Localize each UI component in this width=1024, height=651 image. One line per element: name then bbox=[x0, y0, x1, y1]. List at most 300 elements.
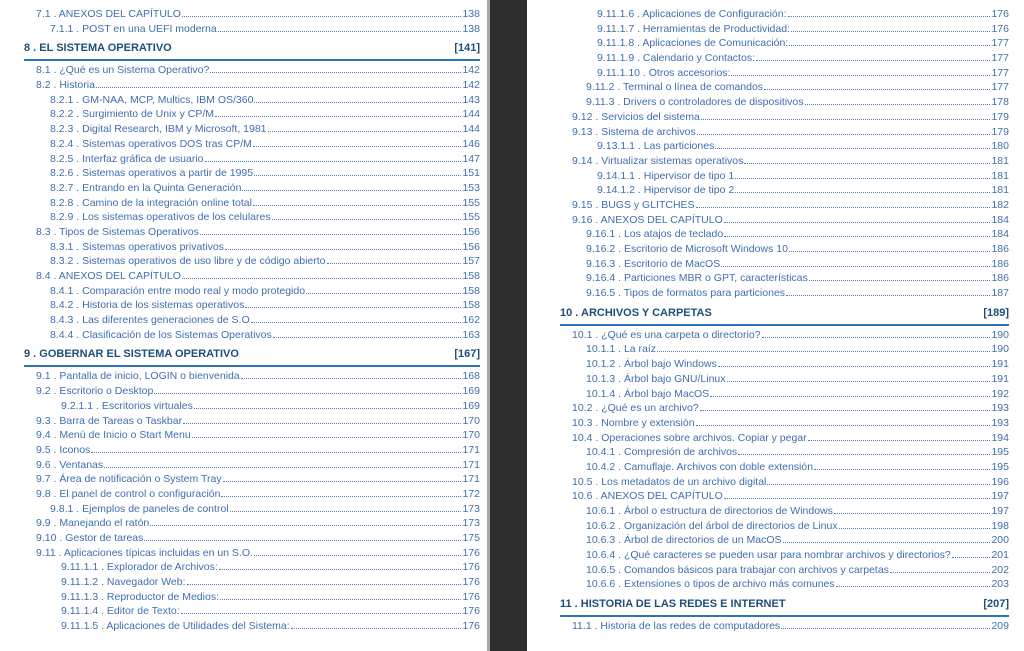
dot-leader bbox=[756, 60, 990, 61]
dot-leader bbox=[744, 163, 990, 164]
dot-leader bbox=[762, 337, 991, 338]
dot-leader bbox=[268, 131, 462, 132]
dot-leader bbox=[219, 569, 462, 570]
toc-entry-label: 9.11.1.1 . Explorador de Archivos: bbox=[61, 561, 218, 574]
toc-entry-page-number: 209 bbox=[991, 620, 1009, 633]
toc-entry-label: 9.11.3 . Drivers o controladores de dispositivos bbox=[586, 96, 804, 109]
toc-entry-label: 9.11.1.2 . Navegador Web: bbox=[61, 576, 186, 589]
toc-chapter-heading[interactable] bbox=[24, 348, 480, 367]
toc-entry-page-number: 173 bbox=[462, 502, 480, 515]
toc-entry-page-number: 168 bbox=[462, 370, 480, 383]
dot-leader bbox=[767, 484, 990, 485]
toc-entry-label: 8.4.2 . Historia de los sistemas operativos bbox=[50, 299, 245, 312]
dot-leader bbox=[253, 205, 462, 206]
toc-entry[interactable] bbox=[24, 314, 480, 329]
dot-leader bbox=[181, 613, 462, 614]
dot-leader bbox=[230, 511, 462, 512]
dot-leader bbox=[700, 410, 991, 411]
toc-entry[interactable] bbox=[560, 243, 1009, 258]
toc-entry[interactable] bbox=[560, 140, 1009, 155]
toc-entry-label: 9.4 . Menú de Inicio o Start Menu bbox=[36, 429, 191, 442]
toc-entry[interactable] bbox=[560, 126, 1009, 141]
dot-leader bbox=[242, 190, 461, 191]
toc-entry-label: 8.2.1 . GM-NAA, MCP, Multics, IBM OS/360 bbox=[50, 93, 254, 106]
toc-entry-page-number: 186 bbox=[991, 243, 1009, 255]
toc-entry[interactable] bbox=[560, 214, 1009, 229]
toc-entry-label: 9.10 . Gestor de tareas bbox=[36, 532, 144, 544]
toc-entry-label: 10.2 . ¿Qué es un archivo? bbox=[572, 402, 699, 415]
chapter-title: 9 . GOBERNAR EL SISTEMA OPERATIVO bbox=[24, 348, 239, 361]
dot-leader bbox=[251, 322, 462, 323]
toc-entry-page-number: 176 bbox=[462, 561, 480, 574]
toc-entry-page-number: 172 bbox=[462, 487, 480, 500]
toc-entry[interactable] bbox=[24, 385, 480, 400]
toc-entry-page-number: 138 bbox=[462, 8, 480, 20]
dot-leader bbox=[809, 280, 991, 281]
toc-entry-page-number: 170 bbox=[462, 414, 480, 427]
toc-entry[interactable] bbox=[560, 402, 1009, 417]
dot-leader bbox=[721, 266, 990, 267]
dot-leader bbox=[210, 72, 461, 73]
toc-entry[interactable] bbox=[24, 605, 480, 620]
toc-entry-label: 10.6.1 . Árbol o estructura de directorios de Windows bbox=[586, 505, 833, 517]
toc-entry[interactable] bbox=[560, 505, 1009, 520]
dot-leader bbox=[273, 337, 462, 338]
toc-entry-label: 9.8.1 . Ejemplos de paneles de control bbox=[50, 502, 229, 515]
dot-leader bbox=[791, 31, 990, 32]
toc-entry-page-number: 169 bbox=[462, 399, 480, 412]
toc-entry-page-number: 181 bbox=[991, 184, 1009, 197]
toc-entry[interactable] bbox=[24, 400, 480, 415]
toc-entry-page-number: 177 bbox=[991, 37, 1009, 50]
toc-entry[interactable] bbox=[560, 329, 1009, 344]
toc-entry-label: 9.13 . Sistema de archivos bbox=[572, 125, 696, 138]
toc-entry-label: 9.2 . Escritorio o Desktop bbox=[36, 385, 154, 398]
toc-entry[interactable] bbox=[560, 258, 1009, 273]
toc-entry[interactable] bbox=[24, 473, 480, 488]
toc-entry-label: 9.11 . Aplicaciones típicas incluidas en un S.O. bbox=[36, 546, 253, 559]
toc-entry-page-number: 178 bbox=[991, 96, 1009, 109]
dot-leader bbox=[220, 599, 461, 600]
toc-entry-label: 10.6.2 . Organización del árbol de directorios de Linux bbox=[586, 519, 838, 532]
chapter-page-ref: [141] bbox=[454, 42, 480, 55]
dot-leader bbox=[783, 542, 991, 543]
toc-entry-label: 9.11.1.3 . Reproductor de Medios: bbox=[61, 590, 219, 603]
toc-entry[interactable] bbox=[560, 373, 1009, 388]
toc-entry-page-number: 176 bbox=[991, 22, 1009, 35]
toc-entry-label: 9.5 . Iconos bbox=[36, 443, 91, 456]
dot-leader bbox=[223, 481, 462, 482]
dot-leader bbox=[218, 31, 462, 32]
toc-entry-label: 8.2.7 . Entrando en la Quinta Generación bbox=[50, 181, 242, 194]
toc-entry-page-number: 197 bbox=[991, 490, 1009, 503]
dot-leader bbox=[781, 628, 990, 629]
toc-entry-page-number: 171 bbox=[462, 473, 480, 486]
chapter-page-ref: [189] bbox=[983, 306, 1009, 319]
toc-entry[interactable] bbox=[24, 429, 480, 444]
dot-leader bbox=[724, 498, 991, 499]
toc-entry-label: 9.16.1 . Los atajos de teclado bbox=[586, 228, 724, 241]
toc-entry[interactable] bbox=[24, 620, 480, 635]
toc-entry[interactable] bbox=[560, 578, 1009, 593]
toc-entry-page-number: 153 bbox=[462, 181, 480, 194]
toc-entry[interactable] bbox=[560, 287, 1009, 302]
dot-leader bbox=[836, 586, 991, 587]
toc-entry[interactable] bbox=[24, 94, 480, 109]
dot-leader bbox=[272, 219, 462, 220]
toc-entry-page-number: 142 bbox=[462, 79, 480, 92]
toc-entry-page-number: 147 bbox=[462, 152, 480, 165]
toc-entry-page-number: 195 bbox=[991, 446, 1009, 459]
toc-entry-page-number: 181 bbox=[991, 154, 1009, 167]
toc-entry[interactable] bbox=[560, 417, 1009, 432]
toc-entry-label: 9.11.1.10 . Otros accesorios: bbox=[597, 66, 731, 79]
toc-entry-page-number: 158 bbox=[462, 270, 480, 282]
toc-entry-label: 10.6.6 . Extensiones o tipos de archivo más comunes bbox=[586, 578, 835, 591]
toc-entry[interactable] bbox=[560, 534, 1009, 549]
toc-entry[interactable] bbox=[560, 8, 1009, 23]
toc-entry[interactable] bbox=[24, 123, 480, 138]
toc-entry[interactable] bbox=[24, 197, 480, 212]
toc-entry-label: 10.4 . Operaciones sobre archivos. Copiar y pegar bbox=[572, 431, 807, 444]
dot-leader bbox=[194, 408, 462, 409]
dot-leader bbox=[805, 104, 991, 105]
toc-entry[interactable] bbox=[24, 8, 480, 23]
toc-entry-page-number: 144 bbox=[462, 108, 480, 121]
dot-leader bbox=[96, 87, 462, 88]
toc-entry-page-number: 163 bbox=[462, 328, 480, 341]
toc-entry[interactable] bbox=[24, 241, 480, 256]
dot-leader bbox=[154, 393, 461, 394]
toc-entry[interactable] bbox=[24, 138, 480, 153]
toc-entry-label: 10.6.5 . Comandos básicos para trabajar con archivos y carpetas bbox=[586, 563, 889, 576]
toc-entry-label: 8.2.9 . Los sistemas operativos de los celulares bbox=[50, 211, 271, 224]
dot-leader bbox=[182, 16, 462, 17]
toc-entry[interactable] bbox=[560, 96, 1009, 111]
toc-entry[interactable] bbox=[560, 476, 1009, 491]
toc-entry-page-number: 201 bbox=[991, 549, 1009, 562]
dot-leader bbox=[187, 584, 462, 585]
toc-entry-page-number: 187 bbox=[991, 287, 1009, 300]
dot-leader bbox=[952, 557, 991, 558]
toc-entry[interactable] bbox=[560, 520, 1009, 535]
toc-entry[interactable] bbox=[24, 299, 480, 314]
toc-entry-label: 8.3 . Tipos de Sistemas Operativos bbox=[36, 225, 199, 238]
toc-entry-page-number: 143 bbox=[462, 93, 480, 106]
toc-entry[interactable] bbox=[24, 576, 480, 591]
toc-entry-page-number: 170 bbox=[462, 429, 480, 442]
toc-entry-page-number: 184 bbox=[991, 228, 1009, 241]
toc-entry[interactable] bbox=[24, 444, 480, 459]
dot-leader bbox=[245, 307, 461, 308]
toc-entry-page-number: 146 bbox=[462, 137, 480, 150]
toc-entry[interactable] bbox=[560, 620, 1009, 635]
toc-entry[interactable] bbox=[24, 285, 480, 300]
dot-leader bbox=[200, 234, 462, 235]
dot-leader bbox=[254, 102, 461, 103]
dot-leader bbox=[254, 175, 461, 176]
toc-entry-label: 9.14.1.1 . Hipervisor de tipo 1 bbox=[597, 169, 735, 182]
dot-leader bbox=[724, 236, 990, 237]
toc-entry-label: 9.11.1.8 . Aplicaciones de Comunicación: bbox=[597, 37, 789, 50]
toc-entry[interactable] bbox=[560, 490, 1009, 505]
toc-entry-label: 8.3.2 . Sistemas operativos de uso libre y de código abierto bbox=[50, 255, 326, 268]
dot-leader bbox=[735, 192, 990, 193]
toc-entry-label: 8.4.4 . Clasificación de los Sistemas Operativos bbox=[50, 328, 272, 341]
toc-entry-page-number: 190 bbox=[991, 328, 1009, 341]
toc-entry-page-number: 176 bbox=[462, 576, 480, 589]
toc-entry-label: 10.1.3 . Árbol bajo GNU/Linux bbox=[586, 372, 726, 385]
toc-entry-page-number: 182 bbox=[991, 198, 1009, 211]
dot-leader bbox=[192, 437, 462, 438]
chapter-page-ref: [167] bbox=[454, 348, 480, 361]
toc-entry[interactable] bbox=[560, 199, 1009, 214]
dot-leader bbox=[727, 381, 991, 382]
toc-entry[interactable] bbox=[24, 532, 480, 547]
toc-entry-label: 8.2.5 . Interfaz gráfica de usuario bbox=[50, 152, 204, 165]
page-gap bbox=[490, 0, 527, 651]
dot-leader bbox=[306, 293, 461, 294]
toc-entry[interactable] bbox=[560, 23, 1009, 38]
dot-leader bbox=[786, 295, 990, 296]
toc-entry[interactable] bbox=[24, 226, 480, 241]
toc-entry-page-number: 158 bbox=[462, 299, 480, 312]
toc-entry-page-number: 176 bbox=[462, 590, 480, 603]
toc-entry[interactable] bbox=[560, 564, 1009, 579]
toc-entry-page-number: 171 bbox=[462, 443, 480, 456]
toc-entry-page-number: 158 bbox=[462, 284, 480, 297]
toc-entry-label: 9.11.1.7 . Herramientas de Productividad: bbox=[597, 22, 790, 35]
toc-chapter-heading[interactable] bbox=[24, 42, 480, 61]
toc-page-right bbox=[527, 0, 1024, 651]
toc-entry-page-number: 181 bbox=[991, 169, 1009, 182]
chapter-page-ref: [207] bbox=[983, 598, 1009, 611]
toc-entry[interactable] bbox=[24, 329, 480, 344]
toc-entry-page-number: 162 bbox=[462, 314, 480, 327]
chapter-title: 8 . EL SISTEMA OPERATIVO bbox=[24, 42, 172, 55]
toc-entry-page-number: 177 bbox=[991, 81, 1009, 94]
toc-entry-page-number: 186 bbox=[991, 272, 1009, 285]
toc-entry[interactable] bbox=[24, 211, 480, 226]
toc-entry[interactable] bbox=[24, 270, 480, 285]
toc-entry-page-number: 194 bbox=[991, 431, 1009, 444]
toc-entry-label: 8.4.1 . Comparación entre modo real y modo protegido bbox=[50, 284, 306, 297]
dot-leader bbox=[718, 366, 991, 367]
toc-entry-label: 10.5 . Los metadatos de un archivo digital bbox=[572, 475, 767, 488]
toc-entry[interactable] bbox=[24, 64, 480, 79]
toc-entry-page-number: 200 bbox=[991, 534, 1009, 547]
chapter-title: 10 . ARCHIVOS Y CARPETAS bbox=[560, 306, 712, 319]
toc-entry-label: 9.2.1.1 . Escritorios virtuales bbox=[61, 399, 193, 412]
toc-entry-page-number: 196 bbox=[991, 475, 1009, 488]
toc-entry-label: 9.1 . Pantalla de inicio, LOGIN o bienvenida bbox=[36, 370, 240, 383]
toc-entry-page-number: 156 bbox=[462, 225, 480, 238]
toc-entry-page-number: 191 bbox=[991, 358, 1009, 371]
toc-entry-page-number: 198 bbox=[991, 519, 1009, 532]
toc-entry[interactable] bbox=[560, 446, 1009, 461]
toc-entry-page-number: 151 bbox=[462, 167, 480, 180]
toc-entry-page-number: 192 bbox=[991, 387, 1009, 400]
toc-entry[interactable] bbox=[24, 167, 480, 182]
toc-entry-page-number: 176 bbox=[462, 605, 480, 618]
toc-entry[interactable] bbox=[560, 52, 1009, 67]
toc-entry-page-number: 203 bbox=[991, 578, 1009, 591]
toc-entry-label: 9.14 . Virtualizar sistemas operativos bbox=[572, 154, 744, 167]
dot-leader bbox=[715, 148, 990, 149]
toc-entry[interactable] bbox=[24, 255, 480, 270]
dot-leader bbox=[91, 452, 461, 453]
dot-leader bbox=[225, 249, 462, 250]
toc-entry-page-number: 173 bbox=[462, 517, 480, 530]
toc-entry-label: 9.16.4 . Particiones MBR o GPT, características bbox=[586, 272, 808, 285]
toc-entry-label: 9.11.2 . Terminal o línea de comandos bbox=[586, 81, 764, 94]
toc-entry-page-number: 177 bbox=[991, 52, 1009, 65]
toc-entry[interactable] bbox=[24, 547, 480, 562]
dot-leader bbox=[221, 496, 461, 497]
toc-entry[interactable] bbox=[560, 67, 1009, 82]
toc-entry[interactable] bbox=[560, 549, 1009, 564]
toc-entry-page-number: 156 bbox=[462, 240, 480, 253]
toc-entry-label: 9.16 . ANEXOS DEL CAPÍTULO bbox=[572, 213, 723, 226]
toc-entry-page-number: 155 bbox=[462, 196, 480, 209]
toc-entry-label: 10.6.4 . ¿Qué caracteres se pueden usar para nombrar archivos y directorios? bbox=[586, 549, 951, 562]
toc-entry-page-number: 179 bbox=[991, 110, 1009, 123]
toc-entry[interactable] bbox=[560, 37, 1009, 52]
toc-entry[interactable] bbox=[24, 488, 480, 503]
toc-entry[interactable] bbox=[24, 459, 480, 474]
toc-entry-label: 9.7 . Área de notificación o System Tray bbox=[36, 473, 222, 486]
toc-entry[interactable] bbox=[24, 503, 480, 518]
toc-entry[interactable] bbox=[560, 81, 1009, 96]
toc-entry[interactable] bbox=[24, 182, 480, 197]
toc-entry[interactable] bbox=[560, 343, 1009, 358]
toc-entry-label: 10.3 . Nombre y extensión bbox=[572, 416, 695, 429]
toc-entry[interactable] bbox=[24, 79, 480, 94]
dot-leader bbox=[701, 119, 991, 120]
toc-entry-label: 9.3 . Barra de Tareas o Taskbar bbox=[36, 414, 183, 427]
dot-leader bbox=[241, 378, 462, 379]
toc-entry[interactable] bbox=[24, 561, 480, 576]
toc-entry[interactable] bbox=[24, 23, 480, 38]
toc-entry-page-number: 157 bbox=[462, 255, 480, 268]
toc-entry-label: 8.2.3 . Digital Research, IBM y Microsoft, 1981 bbox=[50, 123, 267, 136]
dot-leader bbox=[150, 525, 461, 526]
dot-leader bbox=[814, 469, 990, 470]
toc-entry[interactable] bbox=[560, 388, 1009, 403]
toc-entry-page-number: 202 bbox=[991, 563, 1009, 576]
toc-entry-label: 9.9 . Manejando el ratón bbox=[36, 517, 150, 530]
toc-entry[interactable] bbox=[560, 111, 1009, 126]
toc-entry-page-number: 186 bbox=[991, 257, 1009, 270]
toc-entry-label: 10.4.2 . Camuflaje. Archivos con doble extensión bbox=[586, 460, 814, 473]
dot-leader bbox=[205, 161, 462, 162]
dot-leader bbox=[254, 555, 462, 556]
dot-leader bbox=[834, 513, 991, 514]
toc-entry-label: 9.11.1.5 . Aplicaciones de Utilidades del Sistema: bbox=[61, 620, 290, 633]
toc-entry[interactable] bbox=[560, 170, 1009, 185]
toc-entry-label: 9.11.1.6 . Aplicaciones de Configuración: bbox=[597, 8, 787, 20]
toc-entry-page-number: 193 bbox=[991, 402, 1009, 415]
toc-entry[interactable] bbox=[560, 272, 1009, 287]
toc-entry-label: 9.11.1.4 . Editor de Texto: bbox=[61, 605, 180, 618]
dot-leader bbox=[696, 207, 991, 208]
dot-leader bbox=[788, 16, 991, 17]
toc-entry-label: 9.8 . El panel de control o configuración bbox=[36, 487, 221, 500]
toc-entry-page-number: 144 bbox=[462, 123, 480, 136]
dot-leader bbox=[764, 89, 990, 90]
toc-entry-page-number: 184 bbox=[991, 213, 1009, 226]
toc-entry-page-number: 169 bbox=[462, 385, 480, 398]
toc-entry-label: 8.2.8 . Camino de la integración online total bbox=[50, 196, 252, 209]
dot-leader bbox=[789, 251, 991, 252]
dot-leader bbox=[738, 454, 990, 455]
toc-entry-page-number: 138 bbox=[462, 22, 480, 35]
toc-chapter-heading[interactable] bbox=[560, 307, 1009, 326]
toc-entry[interactable] bbox=[24, 153, 480, 168]
toc-entry[interactable] bbox=[560, 155, 1009, 170]
toc-entry-label: 9.12 . Servicios del sistema bbox=[572, 110, 700, 123]
dot-leader bbox=[890, 572, 991, 573]
dot-leader bbox=[731, 75, 990, 76]
toc-entry[interactable] bbox=[560, 358, 1009, 373]
toc-entry[interactable] bbox=[560, 461, 1009, 476]
toc-entry-label: 9.16.5 . Tipos de formatos para particiones bbox=[586, 287, 786, 300]
dot-leader bbox=[144, 540, 461, 541]
dot-leader bbox=[657, 351, 990, 352]
toc-entry-label: 10.6 . ANEXOS DEL CAPÍTULO bbox=[572, 490, 723, 503]
toc-entry[interactable] bbox=[24, 517, 480, 532]
dot-leader bbox=[839, 528, 991, 529]
toc-entry[interactable] bbox=[560, 432, 1009, 447]
dot-leader bbox=[789, 45, 990, 46]
dot-leader bbox=[215, 116, 461, 117]
toc-entry-label: 8.2 . Historia bbox=[36, 79, 95, 92]
dot-leader bbox=[697, 134, 991, 135]
toc-entry-label: 9.6 . Ventanas bbox=[36, 458, 104, 471]
toc-entry-page-number: 175 bbox=[462, 532, 480, 544]
toc-entry-label: 9.15 . BUGS y GLITCHES bbox=[572, 198, 695, 211]
dot-leader bbox=[104, 467, 461, 468]
toc-entry-label: 10.4.1 . Compresión de archivos bbox=[586, 446, 738, 459]
toc-entry-label: 10.1.2 . Árbol bajo Windows bbox=[586, 358, 717, 371]
toc-entry-page-number: 176 bbox=[991, 8, 1009, 20]
toc-entry[interactable] bbox=[560, 228, 1009, 243]
toc-entry[interactable] bbox=[24, 591, 480, 606]
toc-entry-page-number: 180 bbox=[991, 140, 1009, 153]
dot-leader bbox=[183, 423, 461, 424]
toc-entry-page-number: 179 bbox=[991, 125, 1009, 138]
chapter-title: 11 . HISTORIA DE LAS REDES E INTERNET bbox=[560, 598, 786, 611]
toc-entry-label: 9.16.3 . Escritorio de MacOS bbox=[586, 257, 721, 270]
toc-entry[interactable] bbox=[24, 370, 480, 385]
toc-entry-label: 8.3.1 . Sistemas operativos privativos bbox=[50, 240, 224, 253]
toc-entry-label: 8.1 . ¿Qué es un Sistema Operativo? bbox=[36, 64, 210, 77]
toc-entry-page-number: 191 bbox=[991, 372, 1009, 385]
toc-entry[interactable] bbox=[560, 184, 1009, 199]
toc-entry-page-number: 197 bbox=[991, 505, 1009, 517]
toc-entry-label: 8.2.6 . Sistemas operativos a partir de 1995 bbox=[50, 167, 254, 180]
dot-leader bbox=[696, 425, 991, 426]
toc-entry-page-number: 176 bbox=[462, 620, 480, 633]
toc-entry[interactable] bbox=[24, 415, 480, 430]
toc-entry[interactable] bbox=[24, 108, 480, 123]
toc-entry-page-number: 142 bbox=[462, 64, 480, 77]
toc-entry-label: 9.16.2 . Escritorio de Microsoft Windows 10 bbox=[586, 243, 788, 255]
toc-chapter-heading[interactable] bbox=[560, 598, 1009, 617]
toc-entry-label: 10.1 . ¿Qué es una carpeta o directorio? bbox=[572, 328, 761, 341]
toc-entry-page-number: 155 bbox=[462, 211, 480, 224]
toc-entry-page-number: 193 bbox=[991, 416, 1009, 429]
